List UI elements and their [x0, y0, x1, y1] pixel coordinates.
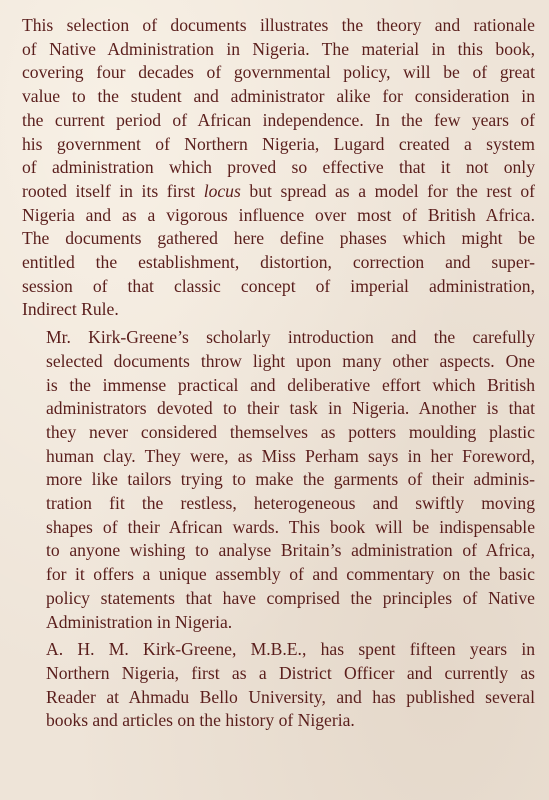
text-segment: rooted itself in its first	[22, 180, 204, 201]
text-line: A. H. M. Kirk-Greene, M.B.E., has spent fifteen years in	[46, 639, 535, 660]
text-line: books and articles on the history of Nigeria.	[46, 710, 355, 731]
text-segment: but spread as a model for the rest of	[240, 180, 535, 201]
italic-word-locus: locus	[203, 180, 241, 201]
text-line: policy statements that have comprised the principles of Native	[46, 587, 535, 608]
text-line: is the immense practical and deliberative effort which British	[46, 374, 535, 395]
text-line: covering four decades of governmental policy, will be of great	[22, 62, 535, 83]
text-line: This selection of documents illustrates the theory and rationale	[22, 15, 535, 35]
paragraph-author-bio	[22, 638, 535, 733]
paragraph-introduction	[22, 326, 535, 634]
text-line: Indirect Rule.	[22, 299, 119, 320]
text-line: value to the student and administrator alike for consideration in	[22, 86, 535, 107]
text-line: Northern Nigeria, first as a District Officer and currently as	[46, 662, 535, 683]
text-line: more like tailors trying to make the garments of their adminis-	[46, 469, 535, 490]
text-line: human clay. They were, as Miss Perham says in her Foreword,	[46, 445, 535, 466]
text-line: to anyone wishing to analyse Britain’s administration of Africa,	[46, 540, 535, 561]
text-line: shapes of their African wards. This book will be indispensable	[46, 516, 535, 537]
text-line: of administration which proved so effective that it not only	[22, 157, 535, 178]
text-line: administrators devoted to their task in Nigeria. Another is that	[46, 398, 535, 419]
text-line: his government of Northern Nigeria, Lugard created a system	[22, 133, 535, 154]
text-line: for it offers a unique assembly of and commentary on the basic	[46, 564, 535, 585]
text-line: they never considered themselves as potters moulding plastic	[46, 421, 535, 442]
text-line: session of that classic concept of imperial administration,	[22, 275, 535, 296]
text-line: of Native Administration in Nigeria. The material in this book,	[22, 38, 535, 59]
text-line: the current period of African independence. In the few years of	[22, 109, 535, 130]
paragraph-description	[22, 14, 535, 322]
text-line: The documents gathered here define phases which might be	[22, 228, 535, 249]
text-line: Administration in Nigeria.	[46, 611, 233, 632]
text-line: Nigeria and as a vigorous influence over most of British Africa.	[22, 204, 535, 225]
text-line: Reader at Ahmadu Bello University, and has published several	[46, 686, 535, 707]
text-line-with-italic	[22, 180, 535, 204]
text-line: tration fit the restless, heterogeneous and swiftly moving	[46, 493, 535, 514]
text-line: Mr. Kirk-Greene’s scholarly introduction and the carefully	[46, 327, 535, 348]
text-line: selected documents throw light upon many other aspects. One	[46, 350, 535, 371]
text-line: entitled the establishment, distortion, correction and super-	[22, 252, 535, 273]
